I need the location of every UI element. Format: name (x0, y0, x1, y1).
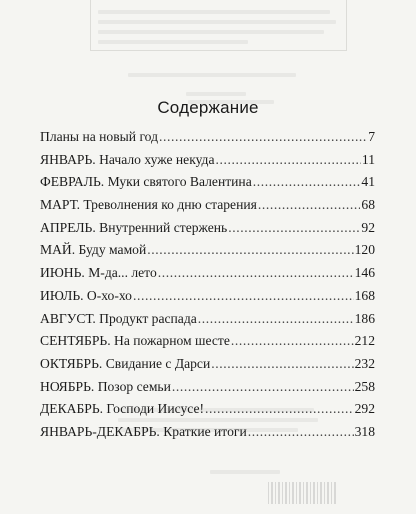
toc-entry-page: 258 (354, 378, 375, 394)
toc-leader-dots (216, 149, 361, 172)
toc-leader-dots (258, 194, 361, 217)
show-through-barcode (268, 482, 338, 504)
toc-entry-title: АПРЕЛЬ. Внутренний стержень (40, 219, 228, 235)
toc-entry-page: 186 (354, 310, 375, 326)
toc-leader-dots (248, 421, 354, 444)
toc-entry (40, 149, 375, 172)
show-through-line (98, 20, 336, 24)
toc-leader-dots (228, 217, 360, 240)
show-through-line (210, 470, 280, 474)
toc-entry-page: 68 (361, 197, 375, 213)
toc-entry (40, 330, 375, 353)
table-of-contents (40, 126, 375, 444)
toc-entry-page: 212 (354, 333, 375, 349)
toc-entry-page: 11 (361, 151, 375, 167)
toc-leader-dots (231, 330, 354, 353)
toc-entry-page: 92 (361, 219, 375, 235)
toc-leader-dots (159, 126, 367, 149)
toc-entry (40, 239, 375, 262)
toc-entry-page: 7 (368, 129, 375, 144)
toc-entry (40, 376, 375, 399)
toc-leader-dots (211, 353, 353, 376)
show-through-line (186, 92, 246, 96)
toc-entry (40, 194, 375, 217)
toc-leader-dots (205, 398, 354, 421)
toc-entry-title: ЯНВАРЬ-ДЕКАБРЬ. Краткие итоги (40, 423, 247, 439)
toc-entry-page: 168 (354, 287, 375, 303)
toc-entry-title: НОЯБРЬ. Позор семьи (40, 378, 171, 394)
toc-entry (40, 217, 375, 240)
show-through-line (98, 30, 324, 34)
toc-entry (40, 353, 375, 376)
show-through-line (98, 40, 248, 44)
toc-entry-title: ИЮЛЬ. О-хо-хо (40, 287, 132, 303)
toc-leader-dots (198, 308, 354, 331)
toc-entry (40, 398, 375, 421)
toc-entry-page: 120 (354, 242, 375, 258)
toc-entry-title: АВГУСТ. Продукт распада (40, 310, 197, 326)
toc-entry-title: ФЕВРАЛЬ. Муки святого Валентина (40, 174, 252, 190)
toc-entry-title: Планы на новый год (40, 129, 159, 144)
show-through-line (128, 73, 296, 77)
toc-entry-page: 146 (354, 265, 375, 281)
toc-entry-title: МАРТ. Треволнения ко дню старения (40, 197, 257, 213)
toc-entry (40, 421, 375, 444)
toc-entry-page: 292 (354, 401, 375, 417)
toc-leader-dots (133, 285, 354, 308)
toc-entry (40, 262, 375, 285)
toc-leader-dots (158, 262, 354, 285)
toc-entry-title: МАЙ. Буду мамой (40, 242, 147, 258)
toc-entry-page: 41 (361, 174, 375, 190)
toc-entry-title: ЯНВАРЬ. Начало хуже некуда (40, 151, 215, 167)
contents-heading: Содержание (157, 98, 259, 117)
toc-entry-title: ИЮНЬ. М-да... лето (40, 265, 157, 281)
toc-entry (40, 308, 375, 331)
toc-entry-title: ОКТЯБРЬ. Свидание с Дарси (40, 355, 211, 371)
toc-entry (40, 126, 375, 149)
toc-leader-dots (172, 376, 354, 399)
toc-leader-dots (147, 239, 353, 262)
toc-entry (40, 285, 375, 308)
show-through-line (98, 10, 330, 14)
toc-entry-page: 318 (354, 423, 375, 439)
toc-leader-dots (253, 171, 361, 194)
toc-entry-title: ДЕКАБРЬ. Господи Иисусе! (40, 401, 205, 417)
toc-entry-page: 232 (354, 355, 375, 371)
toc-entry-title: СЕНТЯБРЬ. На пожарном шесте (40, 333, 230, 349)
toc-entry (40, 171, 375, 194)
